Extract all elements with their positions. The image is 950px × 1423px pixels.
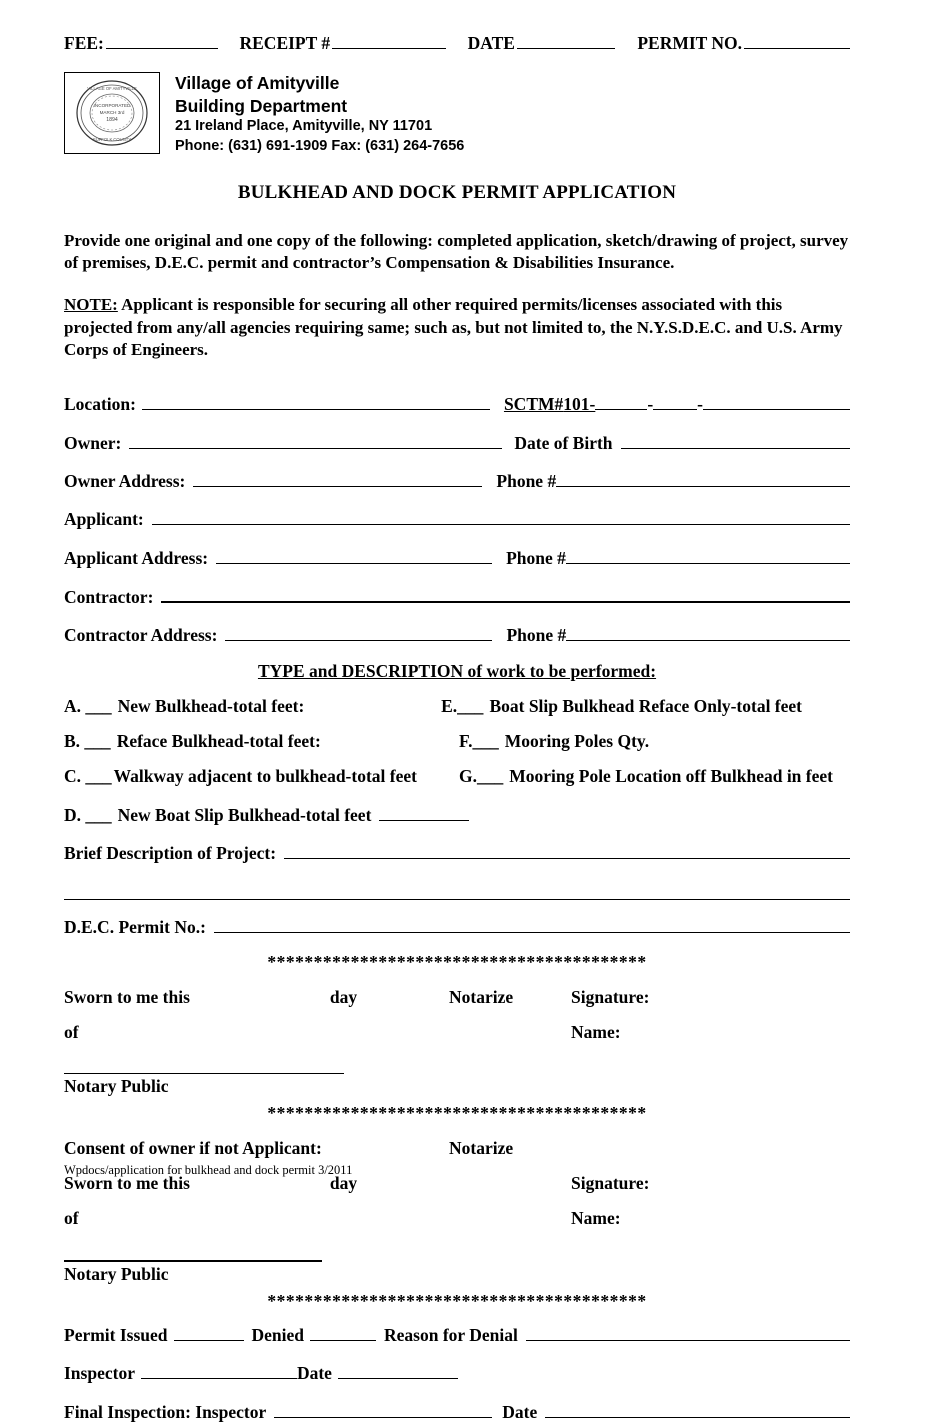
village-seal-icon — [64, 72, 160, 154]
sctm-label: SCTM# — [503, 394, 564, 415]
consent-label: Consent of owner if not Applicant: — [64, 1138, 322, 1159]
type-description-heading: TYPE and DESCRIPTION of work to be performed: — [257, 661, 657, 682]
sctm-dash-1: - — [647, 394, 654, 415]
intro-paragraph: Provide one original and one copy of the following: completed application, sketch/drawing of project, survey of premises, D.E.C. permit and contractor’s Compensation & Disabilities Insurance. — [64, 231, 849, 273]
sctm-part3-input[interactable] — [703, 391, 850, 410]
owner-row — [64, 429, 850, 453]
notary2-of-row — [64, 1208, 850, 1229]
address-line: 21 Ireland Place, Amityville, NY 11701 — [175, 118, 433, 135]
notary2-notarize-label: Notarize — [449, 1138, 514, 1159]
denied-label: Denied — [251, 1325, 305, 1345]
letterhead — [64, 72, 850, 156]
contractor-phone-input[interactable] — [566, 622, 850, 641]
phone-line: Phone: (631) 691-1909 Fax: (631) 264-7656 — [175, 137, 465, 154]
owner-input[interactable] — [129, 429, 502, 448]
location-row — [64, 391, 850, 415]
fee-input[interactable] — [106, 30, 218, 49]
item-g-label: G.___ — [459, 766, 504, 787]
fee-label: FEE: — [64, 33, 104, 54]
department-name: Building Department — [175, 95, 348, 116]
contractor-address-row — [64, 622, 850, 646]
owner-address-label: Owner Address: — [64, 470, 186, 491]
divider-stars-3: ***************************************** — [267, 1290, 647, 1311]
contractor-phone-label: Phone # — [506, 625, 567, 646]
contractor-input[interactable] — [161, 583, 850, 603]
notary1-day-label: day — [329, 986, 358, 1007]
owner-address-input[interactable] — [193, 468, 482, 487]
notary2-signature-label: Signature: — [571, 1173, 650, 1194]
sctm-part1-input[interactable] — [595, 391, 647, 410]
work-item-row-b-f — [64, 731, 850, 752]
final-inspection-row — [64, 1398, 850, 1422]
notary2-public-underline-row — [64, 1241, 850, 1261]
notary1-signature-label: Signature: — [571, 986, 650, 1007]
location-label: Location: — [64, 394, 136, 415]
notary2-name-colon: : — [614, 1208, 621, 1229]
date-of-birth-input[interactable] — [621, 429, 850, 448]
item-c-text: Walkway adjacent to bulkhead-total feet — [113, 766, 417, 787]
final-date-label: Date — [502, 1401, 538, 1422]
inspector-date-input[interactable] — [338, 1360, 458, 1379]
sctm-part2-input[interactable] — [653, 391, 697, 410]
notary2-public-input[interactable] — [64, 1241, 322, 1261]
permit-issued-input[interactable] — [174, 1322, 244, 1341]
note-label: NOTE: — [64, 295, 118, 315]
item-b-text: Reface Bulkhead-total feet: — [116, 731, 321, 752]
permit-no-input[interactable] — [744, 30, 850, 49]
notary2-day-label: day — [329, 1173, 358, 1194]
date-input[interactable] — [517, 30, 615, 49]
notary1-sworn-label: Sworn to me this — [64, 986, 190, 1007]
item-e-text: Boat Slip Bulkhead Reface Only-total feet — [489, 696, 802, 717]
sctm-prefix: 101- — [563, 394, 596, 415]
notary1-sworn-row — [64, 987, 850, 1008]
item-d-input[interactable] — [379, 801, 469, 820]
notary1-notarize-label: Notarize — [449, 986, 514, 1007]
page-title: BULKHEAD AND DOCK PERMIT APPLICATION — [237, 182, 677, 204]
notary1-of-row — [64, 1022, 850, 1043]
sctm-dash-2: - — [697, 394, 703, 415]
owner-label: Owner: — [64, 432, 122, 453]
brief-description-row — [64, 840, 850, 864]
item-a-text: New Bulkhead-total feet: — [117, 696, 305, 717]
applicant-label: Applicant: — [64, 509, 144, 530]
item-c-label: C. ___ — [64, 766, 112, 787]
svg-text:INCORPORATED: INCORPORATED — [93, 103, 131, 109]
svg-text:MARCH 3rd: MARCH 3rd — [99, 110, 125, 116]
notary1-of-label: of — [64, 1021, 79, 1042]
permit-issued-row — [64, 1322, 850, 1346]
item-a-label: A. ___ — [64, 696, 112, 717]
receipt-input[interactable] — [332, 30, 446, 49]
owner-phone-label: Phone # — [496, 470, 557, 491]
notary1-public-label: Notary Public — [64, 1076, 169, 1097]
denied-input[interactable] — [310, 1322, 376, 1341]
item-d-text: New Boat Slip Bulkhead-total feet — [117, 804, 372, 825]
notary1-public-row — [64, 1076, 850, 1097]
work-item-row-c-g — [64, 766, 850, 787]
item-b-label: B. ___ — [64, 731, 111, 752]
applicant-address-input[interactable] — [216, 544, 492, 563]
final-inspection-label: Final Inspection: Inspector — [64, 1401, 267, 1422]
reason-for-denial-input[interactable] — [526, 1322, 850, 1341]
fee-receipt-date-permit-line — [64, 30, 850, 54]
notary2-name-label: Name — [571, 1208, 615, 1229]
notary2-of-label: of — [64, 1208, 79, 1229]
inspector-date-label: Date — [296, 1363, 332, 1384]
item-f-text: Mooring Poles Qty. — [504, 731, 650, 752]
brief-description-input-2[interactable] — [64, 880, 850, 899]
divider-stars-2: ***************************************** — [267, 1103, 647, 1124]
svg-text:SUFFOLK COUNTY: SUFFOLK COUNTY — [92, 137, 132, 143]
svg-text:1894: 1894 — [106, 117, 118, 124]
contractor-address-input[interactable] — [225, 622, 492, 641]
location-input[interactable] — [142, 391, 490, 410]
applicant-address-row — [64, 544, 850, 568]
item-d-label: D. ___ — [64, 804, 112, 825]
applicant-address-label: Applicant Address: — [64, 547, 209, 568]
divider-stars-1: ***************************************** — [267, 951, 647, 972]
village-name: Village of Amityville — [175, 73, 340, 94]
contractor-address-label: Contractor Address: — [64, 625, 218, 646]
item-f-label: F.___ — [459, 731, 499, 752]
reason-for-denial-label: Reason for Denial — [384, 1325, 518, 1345]
item-g-text: Mooring Pole Location off Bulkhead in feet — [509, 766, 833, 787]
dec-permit-label: D.E.C. Permit No.: — [64, 916, 206, 937]
notary1-public-underline-row — [64, 1055, 850, 1074]
document-body — [64, 30, 850, 1423]
inspector-label: Inspector — [64, 1363, 135, 1384]
brief-description-row-2 — [64, 880, 850, 899]
brief-description-label: Brief Description of Project: — [64, 843, 277, 864]
notary1-name-label: Name: — [571, 1021, 621, 1042]
applicant-phone-label: Phone # — [506, 547, 566, 568]
work-item-row-a-e — [64, 696, 850, 717]
applicant-phone-input[interactable] — [566, 544, 850, 563]
notary1-public-input[interactable] — [64, 1055, 344, 1074]
notary2-public-label: Notary Public — [64, 1263, 169, 1284]
document-footer: Wpdocs/application for bulkhead and dock permit 3/2011 — [64, 1163, 353, 1177]
owner-address-row — [64, 468, 850, 492]
dec-permit-row — [64, 914, 850, 938]
date-label: DATE — [467, 33, 515, 54]
contractor-label: Contractor: — [64, 587, 154, 607]
owner-phone-input[interactable] — [556, 468, 850, 487]
letterhead-text — [175, 72, 464, 156]
note-paragraph — [64, 294, 850, 360]
inspector-input[interactable] — [141, 1360, 297, 1379]
permit-issued-label: Permit Issued — [64, 1325, 168, 1345]
permit-no-label: PERMIT NO. — [637, 33, 743, 54]
item-e-label: E.___ — [441, 696, 484, 717]
applicant-row — [64, 506, 850, 530]
applicant-input[interactable] — [152, 506, 850, 525]
svg-text:VILLAGE OF AMITYVILLE: VILLAGE OF AMITYVILLE — [87, 86, 137, 92]
note-text: Applicant is responsible for securing all other required permits/licenses associated with this projected from any/all agencies requiring same; such as, but not limited to, the N.Y.S.D.E.C. and U.S. Army Corps of Engineers. — [64, 295, 843, 359]
dec-permit-input[interactable] — [214, 914, 850, 933]
final-inspection-input[interactable] — [274, 1398, 492, 1417]
work-item-row-d — [64, 801, 850, 825]
notary2-sworn-label: Sworn to me this — [64, 1173, 190, 1194]
receipt-label: RECEIPT # — [239, 33, 331, 54]
date-of-birth-label: Date of Birth — [514, 432, 613, 453]
final-date-input[interactable] — [545, 1398, 850, 1417]
notary2-public-row — [64, 1264, 850, 1285]
consent-row — [64, 1138, 850, 1159]
inspector-row — [64, 1360, 850, 1384]
brief-description-input[interactable] — [284, 840, 850, 859]
contractor-row — [64, 583, 850, 608]
